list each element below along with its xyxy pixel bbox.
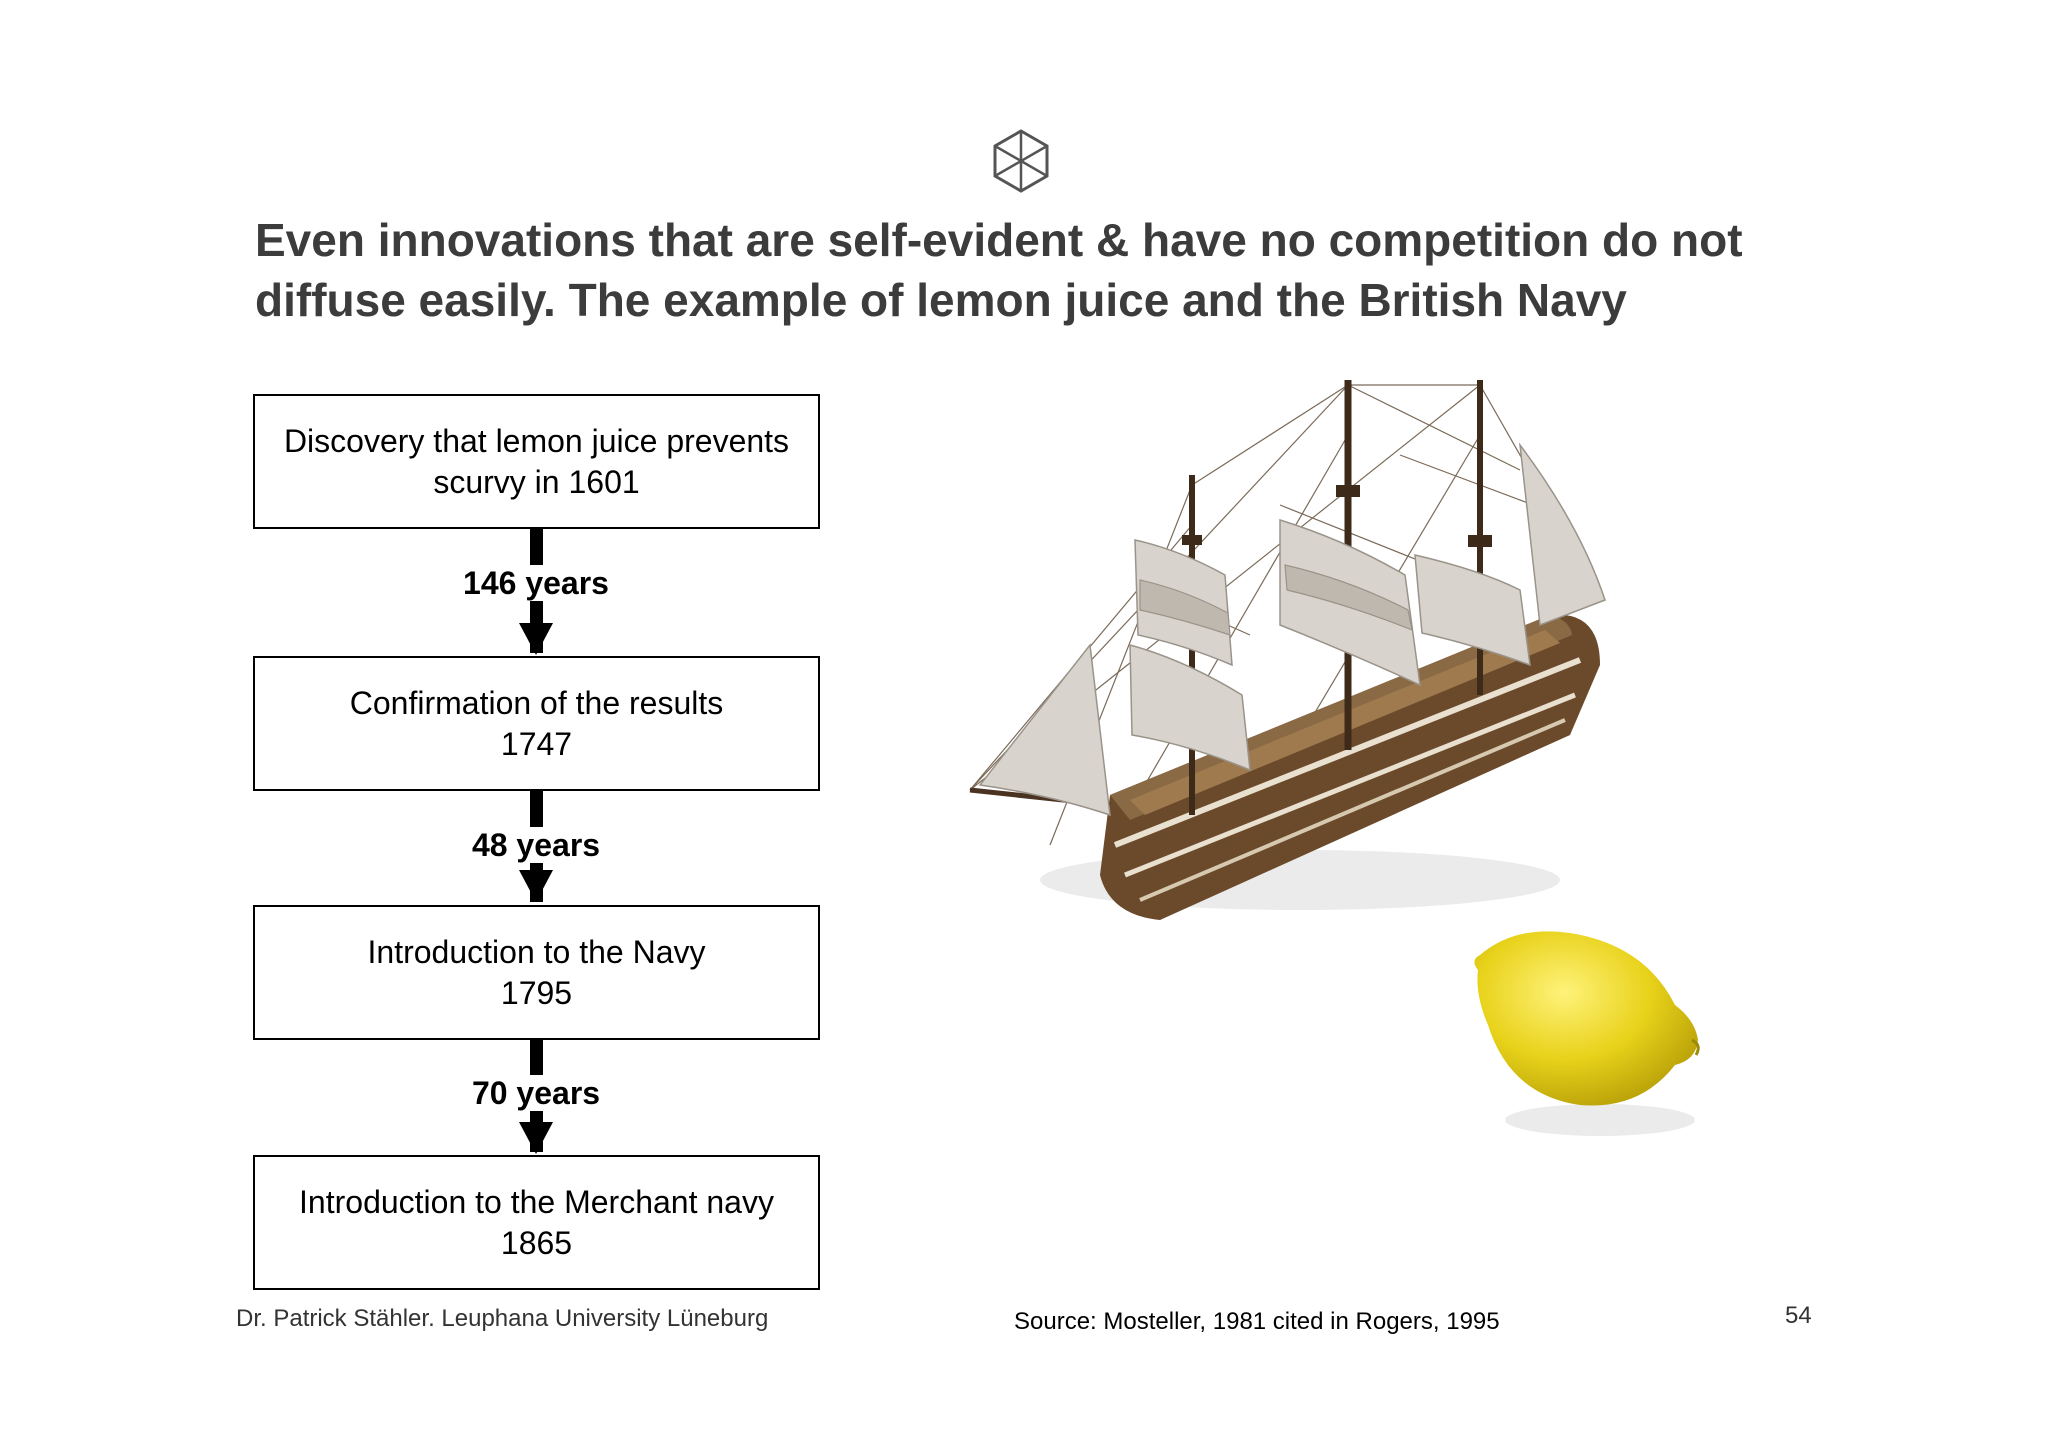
- step-box-discovery: [253, 394, 820, 529]
- step-text: Introduction to the Navy: [367, 933, 706, 970]
- lemon-illustration: [1460, 915, 1720, 1145]
- step-text: Discovery that lemon juice prevents: [283, 422, 790, 459]
- step-year: 1747: [500, 725, 573, 762]
- interval-label: 48 years: [471, 827, 601, 863]
- footer-author: Dr. Patrick Stähler. Leuphana University Lüneburg: [236, 1305, 769, 1332]
- step-box-confirmation: [253, 656, 820, 791]
- step-year: scurvy in 1601: [433, 463, 640, 500]
- interval-label: 70 years: [471, 1075, 601, 1111]
- title-line-2: diffuse easily. The example of lemon juice and the British Navy: [255, 274, 1627, 326]
- interval-label: 146 years: [463, 565, 609, 601]
- arrow-down-icon: [519, 1122, 553, 1154]
- step-text: Confirmation of the results: [349, 684, 724, 721]
- step-box-merchant-navy: [253, 1155, 820, 1290]
- step-text: Introduction to the Merchant navy: [299, 1183, 774, 1220]
- footer-source: Source: Mosteller, 1981 cited in Rogers, 1995: [1014, 1308, 1500, 1335]
- page-number: 54: [1785, 1302, 1812, 1329]
- cube-logo-icon: [991, 128, 1051, 194]
- step-year: 1795: [500, 974, 573, 1011]
- arrow-down-icon: [519, 870, 553, 902]
- slide-title: [255, 210, 1915, 330]
- arrow-down-icon: [519, 623, 553, 655]
- title-line-1: Even innovations that are self-evident & have no competition do not: [255, 214, 1743, 266]
- step-year: 1865: [500, 1224, 573, 1261]
- sailing-ship-illustration: [960, 375, 1630, 935]
- step-box-navy: [253, 905, 820, 1040]
